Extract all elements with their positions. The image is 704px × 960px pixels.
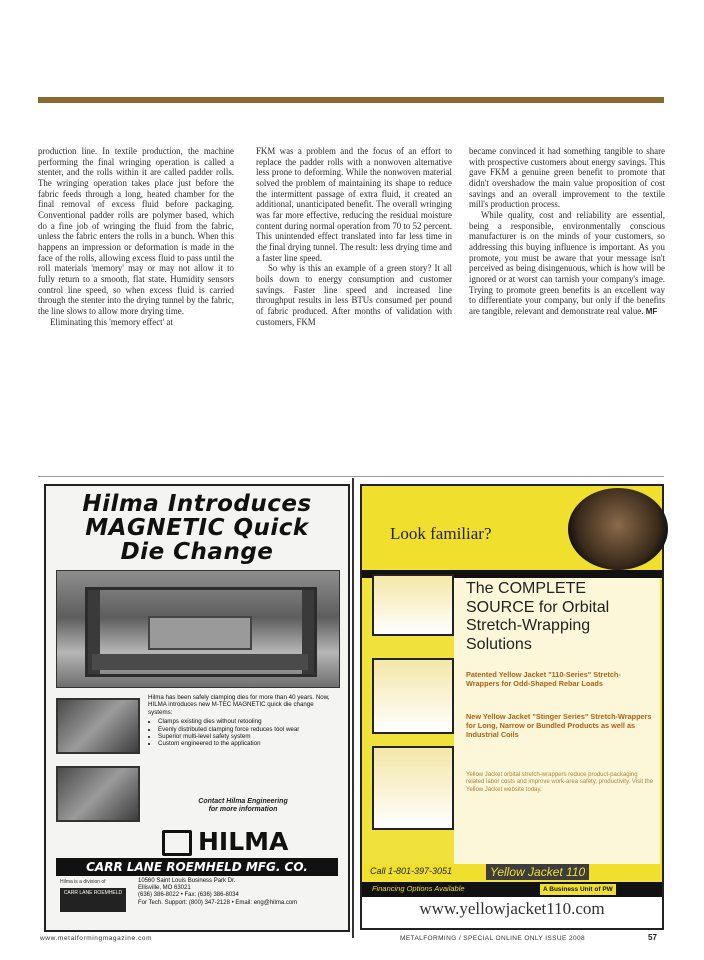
badge-label: Hilma is a division of [60, 879, 106, 885]
hilma-ad-body [56, 694, 338, 844]
yellow-jacket-advertisement[interactable] [360, 484, 664, 930]
yj-phone[interactable]: Call 1-801-397-3051 [370, 866, 453, 876]
hilma-ad-description [148, 694, 338, 748]
company-name-bar: CARR LANE ROEMHELD MFG. CO. [56, 858, 338, 876]
company-badge: CARR LANE ROEMHELD [60, 888, 126, 912]
address-line: For Tech. Support: (800) 347-2128 • Email: eng@hilma.com [138, 899, 298, 906]
hilma-contact-line: Contact Hilma Engineering [198, 798, 288, 805]
hilma-logo-icon [162, 830, 192, 856]
hilma-feature-list [148, 718, 338, 748]
article-paragraph: So why is this an example of a green story? It all boils down to energy consumption and customer savings. Faster line speed and increased line throughput results in less BTUs consumed per pound of fabric produced. After months of validation with customers, FKM [256, 263, 452, 327]
hilma-ad-title [46, 492, 348, 564]
yj-feature: New Yellow Jacket "Stinger Series" Stretch-Wrappers for Long, Narrow or Bundled Products as well as Industrial Coils [466, 712, 652, 739]
header-rule [38, 97, 664, 103]
list-item: • Custom engineered to the application [158, 740, 338, 747]
footer-publication: METALFORMING / SPECIAL ONLINE ONLY ISSUE 2008 [400, 935, 586, 942]
yj-business-unit: A Business Unit of PW [540, 884, 616, 895]
hilma-logo [162, 828, 332, 856]
hilma-title-line: MAGNETIC Quick [85, 515, 309, 541]
yj-note: Yellow Jacket orbital stretch-wrappers reduce product-packaging related labor costs and improve work-area safety, productivity. Visit the Yellow Jacket website today. [466, 772, 654, 793]
article-paragraph-text: While quality, cost and reliability are essential, being a responsible, environmentally conscious manufacturer is on the minds of your customers, so addressing this buying influence is important. As you promote, you must be aware that your message isn't perceived as being disingenuous, which is how will be ignored or at worst can tarnish your company's image. Trying to promote green benefits is an excellent way to differentiate your company, but only if the benefits are tangible, relevant and demonstrate real value. [469, 209, 665, 316]
address-line: Ellisville, MO 63021 [138, 885, 191, 892]
list-item: • Clamps existing dies without retooling [158, 718, 338, 725]
article-column-3 [469, 146, 665, 472]
die-photo-thumbnail [56, 766, 140, 822]
article-paragraph: Eliminating this 'memory effect' at [50, 316, 173, 327]
wrapper-machine-photo [372, 746, 454, 830]
machine-die [148, 616, 252, 650]
yj-brand-logo: Yellow Jacket 110 [486, 864, 589, 880]
machine-frame [85, 587, 317, 677]
hilma-logo-text: HILMA [198, 827, 289, 856]
list-item: • Evenly distributed clamping force reduces tool wear [158, 726, 338, 733]
hilma-contact [148, 798, 338, 814]
footer-website[interactable]: www.metalformingmagazine.com [40, 935, 153, 942]
article-column-1 [38, 146, 234, 472]
die-photo-thumbnail [56, 698, 140, 754]
article-paragraph: became convinced it had something tangible to share with prospective customers about energy savings. This gave FKM a genuine green benefit to promote that didn't overshadow the main value proposition of cost savings and an overall improvement to the textile mill's production process. [469, 146, 665, 210]
article-paragraph [469, 210, 665, 318]
wrapper-machine-photo [372, 574, 454, 636]
machine-bed [92, 654, 308, 670]
hilma-advertisement[interactable] [44, 484, 350, 932]
hilma-contact-line: for more information [208, 806, 278, 813]
press-machine-photo [56, 570, 340, 688]
yj-feature: Patented Yellow Jacket "110-Series" Stretch-Wrappers for Odd-Shaped Rebar Loads [466, 670, 621, 688]
address-line: (636) 386-8022 • Fax: (636) 386-8034 [138, 892, 239, 899]
wrapper-machine-photo [372, 658, 454, 734]
hilma-title-line: Die Change [120, 539, 274, 565]
hilma-title-line: Hilma Introduces [82, 491, 312, 517]
column-divider [352, 478, 354, 938]
article-column-2 [256, 146, 452, 472]
yj-website-link[interactable]: www.yellowjacket110.com [419, 899, 605, 918]
page-number: 57 [648, 933, 657, 942]
address-line: 10560 Saint Louis Business Park Dr. [138, 878, 236, 884]
end-mark: MF [645, 306, 658, 316]
hilma-intro: Hilma has been safely clamping dies for more than 40 years. Now, HILMA introduces new M-TEC MAGNETIC quick die change systems: [148, 694, 330, 716]
list-item: • Superior multi-level safety system [158, 733, 338, 740]
section-divider [38, 476, 664, 477]
yj-headline: Look familiar? [390, 524, 492, 543]
yj-financing: Financing Options Available [372, 884, 465, 893]
yj-title: The COMPLETE SOURCE for Orbital Stretch-Wrapping Solutions [466, 580, 610, 653]
company-address [138, 878, 338, 907]
article-paragraph: production line. In textile production, the machine performing the final wringing operation is called a stenter, and the rolls within it are called padder rolls. The wringing operation takes place just before the fabric feeds through a long, heated chamber for the final removal of excess fluid before packaging. Conventional padder rolls are polymer based, which do a fine job of wringing the fluid from the fabric, unless the fabric enters the rolls in a bunch. When this happens an impression or deformation is made in the face of the rolls, allowing excess fluid to pass until the roll materials 'memory' may or may not allow it to fully return to a smooth, flat state. Humidity sensors control line speed, so when excess fluid is carried through the stenter into the drying tunnel by the fabric, the line slows to allow more drying time. [38, 146, 234, 316]
article-paragraph: FKM was a problem and the focus of an effort to replace the padder rolls with a nonwoven alternative less prone to deforming. While the nonwoven material solved the problem of maintaining its shape to reduce the intermittent passage of extra fluid, it created an additional, unanticipated benefit. The overall wringing was far more effective, reducing the residual moisture content during normal operation from 70 to 52 percent. This unintended effect translated into far less time in the final drying tunnel. The result: less drying time and a faster line speed. [256, 146, 452, 263]
warehouse-globe-photo [568, 488, 668, 570]
